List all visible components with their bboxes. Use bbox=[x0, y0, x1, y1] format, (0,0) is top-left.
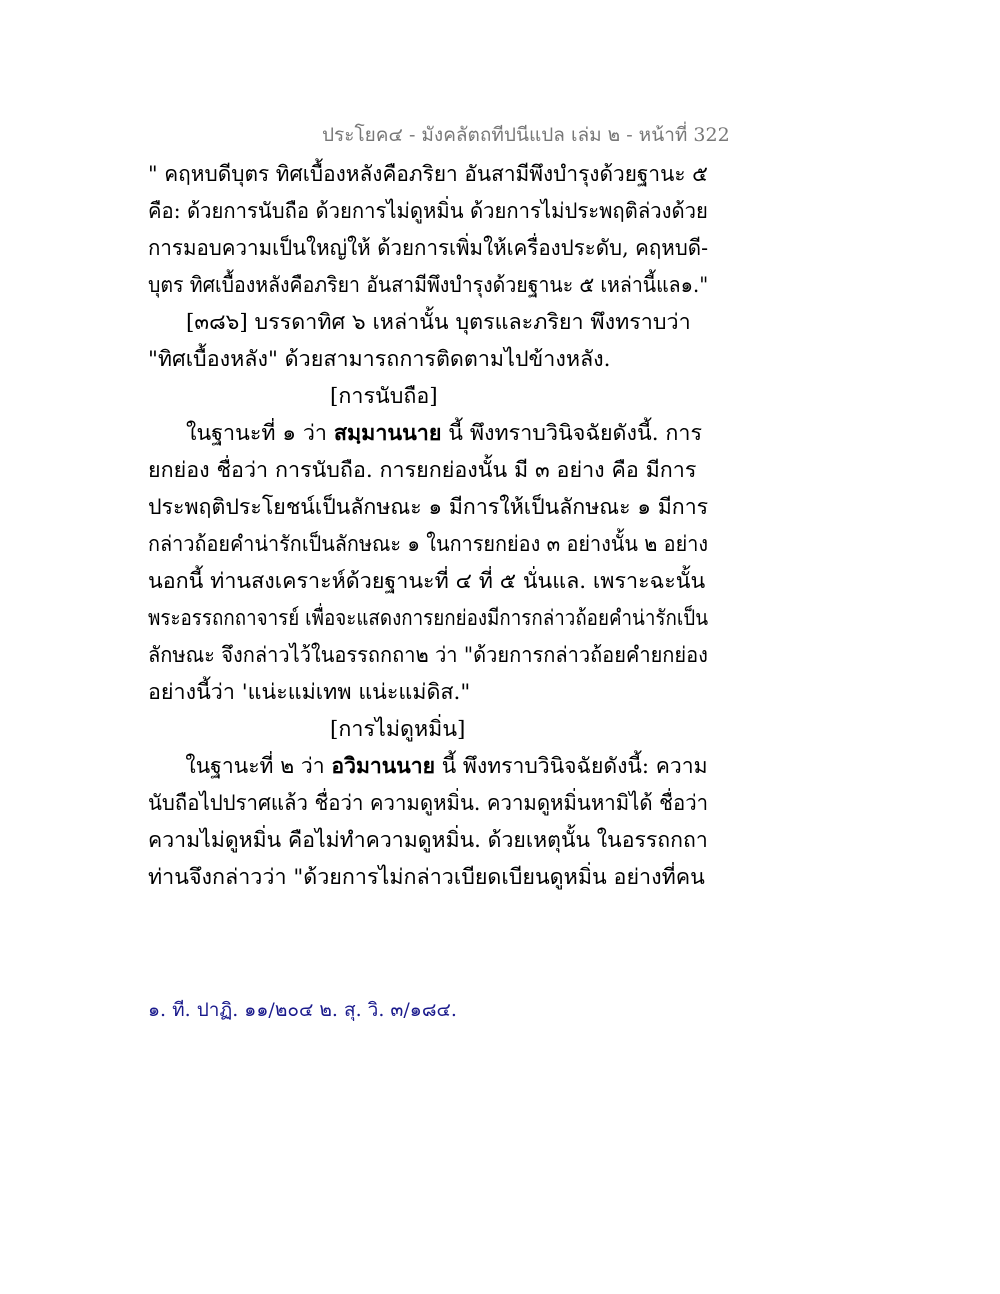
section-heading bbox=[148, 711, 708, 748]
text-line bbox=[148, 489, 709, 526]
line-text: พระอรรถกถาจารย์ เพื่อจะแสดงการยกย่องมีการกล่าวถ้อยคำน่ารักเป็น bbox=[148, 606, 709, 631]
text-line bbox=[148, 785, 709, 822]
line-text: ยกย่อง ชื่อว่า การนับถือ. การยกย่องนั้น มี ๓ อย่าง คือ มีการ bbox=[148, 458, 697, 483]
line-text: " คฤหบดีบุตร ทิศเบื้องหลังคือภริยา อันสามีพึงบำรุงด้วยฐานะ ๕ bbox=[148, 162, 708, 187]
page-header: ประโยค๔ - มังคลัตถทีปนีแปล เล่ม ๒ - หน้าที่ 322 bbox=[322, 124, 730, 146]
line-text: อย่างนี้ว่า 'แน่ะแม่เทพ แน่ะแม่ดิส." bbox=[148, 680, 471, 705]
footnote: ๑. ที. ปาฏิ. ๑๑/๒๐๔ ๒. สุ. วิ. ๓/๑๘๔. bbox=[148, 999, 457, 1021]
line-text: นอกนี้ ท่านสงเคราะห์ด้วยฐานะที่ ๔ ที่ ๕ นั่นแล. เพราะฉะนั้น bbox=[148, 569, 706, 594]
heading-text: [การไม่ดูหมิ่น] bbox=[330, 717, 466, 742]
body-text bbox=[148, 156, 708, 896]
line-text: นับถือไปปราศแล้ว ชื่อว่า ความดูหมิ่น. ความดูหมิ่นหามิได้ ชื่อว่า bbox=[148, 791, 709, 816]
line-text: ท่านจึงกล่าวว่า "ด้วยการไม่กล่าวเบียดเบียนดูหมิ่น อย่างที่คน bbox=[148, 865, 705, 890]
line-text: นี้ พึงทราบวินิจฉัยดังนี้: ความ bbox=[435, 754, 708, 779]
text-line bbox=[148, 193, 708, 230]
paragraph-start-line bbox=[148, 748, 708, 785]
section-heading bbox=[148, 378, 708, 415]
text-line bbox=[148, 156, 708, 193]
paragraph-start-line bbox=[148, 304, 708, 341]
line-text: กล่าวถ้อยคำน่ารักเป็นลักษณะ ๑ ในการยกย่อง ๓ อย่างนั้น ๒ อย่าง bbox=[148, 532, 709, 557]
text-line bbox=[148, 600, 709, 637]
bold-term: สมฺมานนาย bbox=[333, 421, 442, 446]
text-line bbox=[148, 341, 708, 378]
line-text: บุตร ทิศเบื้องหลังคือภริยา อันสามีพึงบำรุงด้วยฐานะ ๕ เหล่านี้แล๑." bbox=[148, 273, 709, 298]
line-text: การมอบความเป็นใหญ่ให้ ด้วยการเพิ่มให้เครื่องประดับ, คฤหบดี- bbox=[148, 236, 709, 261]
text-line bbox=[148, 637, 708, 674]
text-line bbox=[148, 267, 709, 304]
text-line bbox=[148, 822, 708, 859]
line-text: ลักษณะ จึงกล่าวไว้ในอรรถกถา๒ ว่า "ด้วยการกล่าวถ้อยคำยกย่อง bbox=[148, 643, 708, 668]
text-line bbox=[148, 230, 709, 267]
line-text: ความไม่ดูหมิ่น คือไม่ทำความดูหมิ่น. ด้วยเหตุนั้น ในอรรถกถา bbox=[148, 828, 708, 853]
text-line bbox=[148, 674, 708, 711]
line-text: ประพฤติประโยชน์เป็นลักษณะ ๑ มีการให้เป็นลักษณะ ๑ มีการ bbox=[148, 495, 709, 520]
text-line bbox=[148, 452, 708, 489]
line-text: "ทิศเบื้องหลัง" ด้วยสามารถการติดตามไปข้างหลัง. bbox=[148, 347, 611, 372]
text-line bbox=[148, 526, 709, 563]
paragraph-start-line bbox=[148, 415, 708, 452]
bold-term: อวิมานนาย bbox=[331, 754, 436, 779]
text-line bbox=[148, 859, 708, 896]
text-line bbox=[148, 563, 708, 600]
line-text: คือ: ด้วยการนับถือ ด้วยการไม่ดูหมิ่น ด้วยการไม่ประพฤติล่วงด้วย bbox=[148, 199, 708, 224]
line-text: ในฐานะที่ ๑ ว่า bbox=[186, 421, 334, 446]
line-text: นี้ พึงทราบวินิจฉัยดังนี้. การ bbox=[441, 421, 703, 446]
line-text: ในฐานะที่ ๒ ว่า bbox=[185, 754, 332, 779]
heading-text: [การนับถือ] bbox=[330, 384, 438, 409]
line-text: [๓๘๖] บรรดาทิศ ๖ เหล่านั้น บุตรและภริยา พึงทราบว่า bbox=[186, 310, 691, 335]
